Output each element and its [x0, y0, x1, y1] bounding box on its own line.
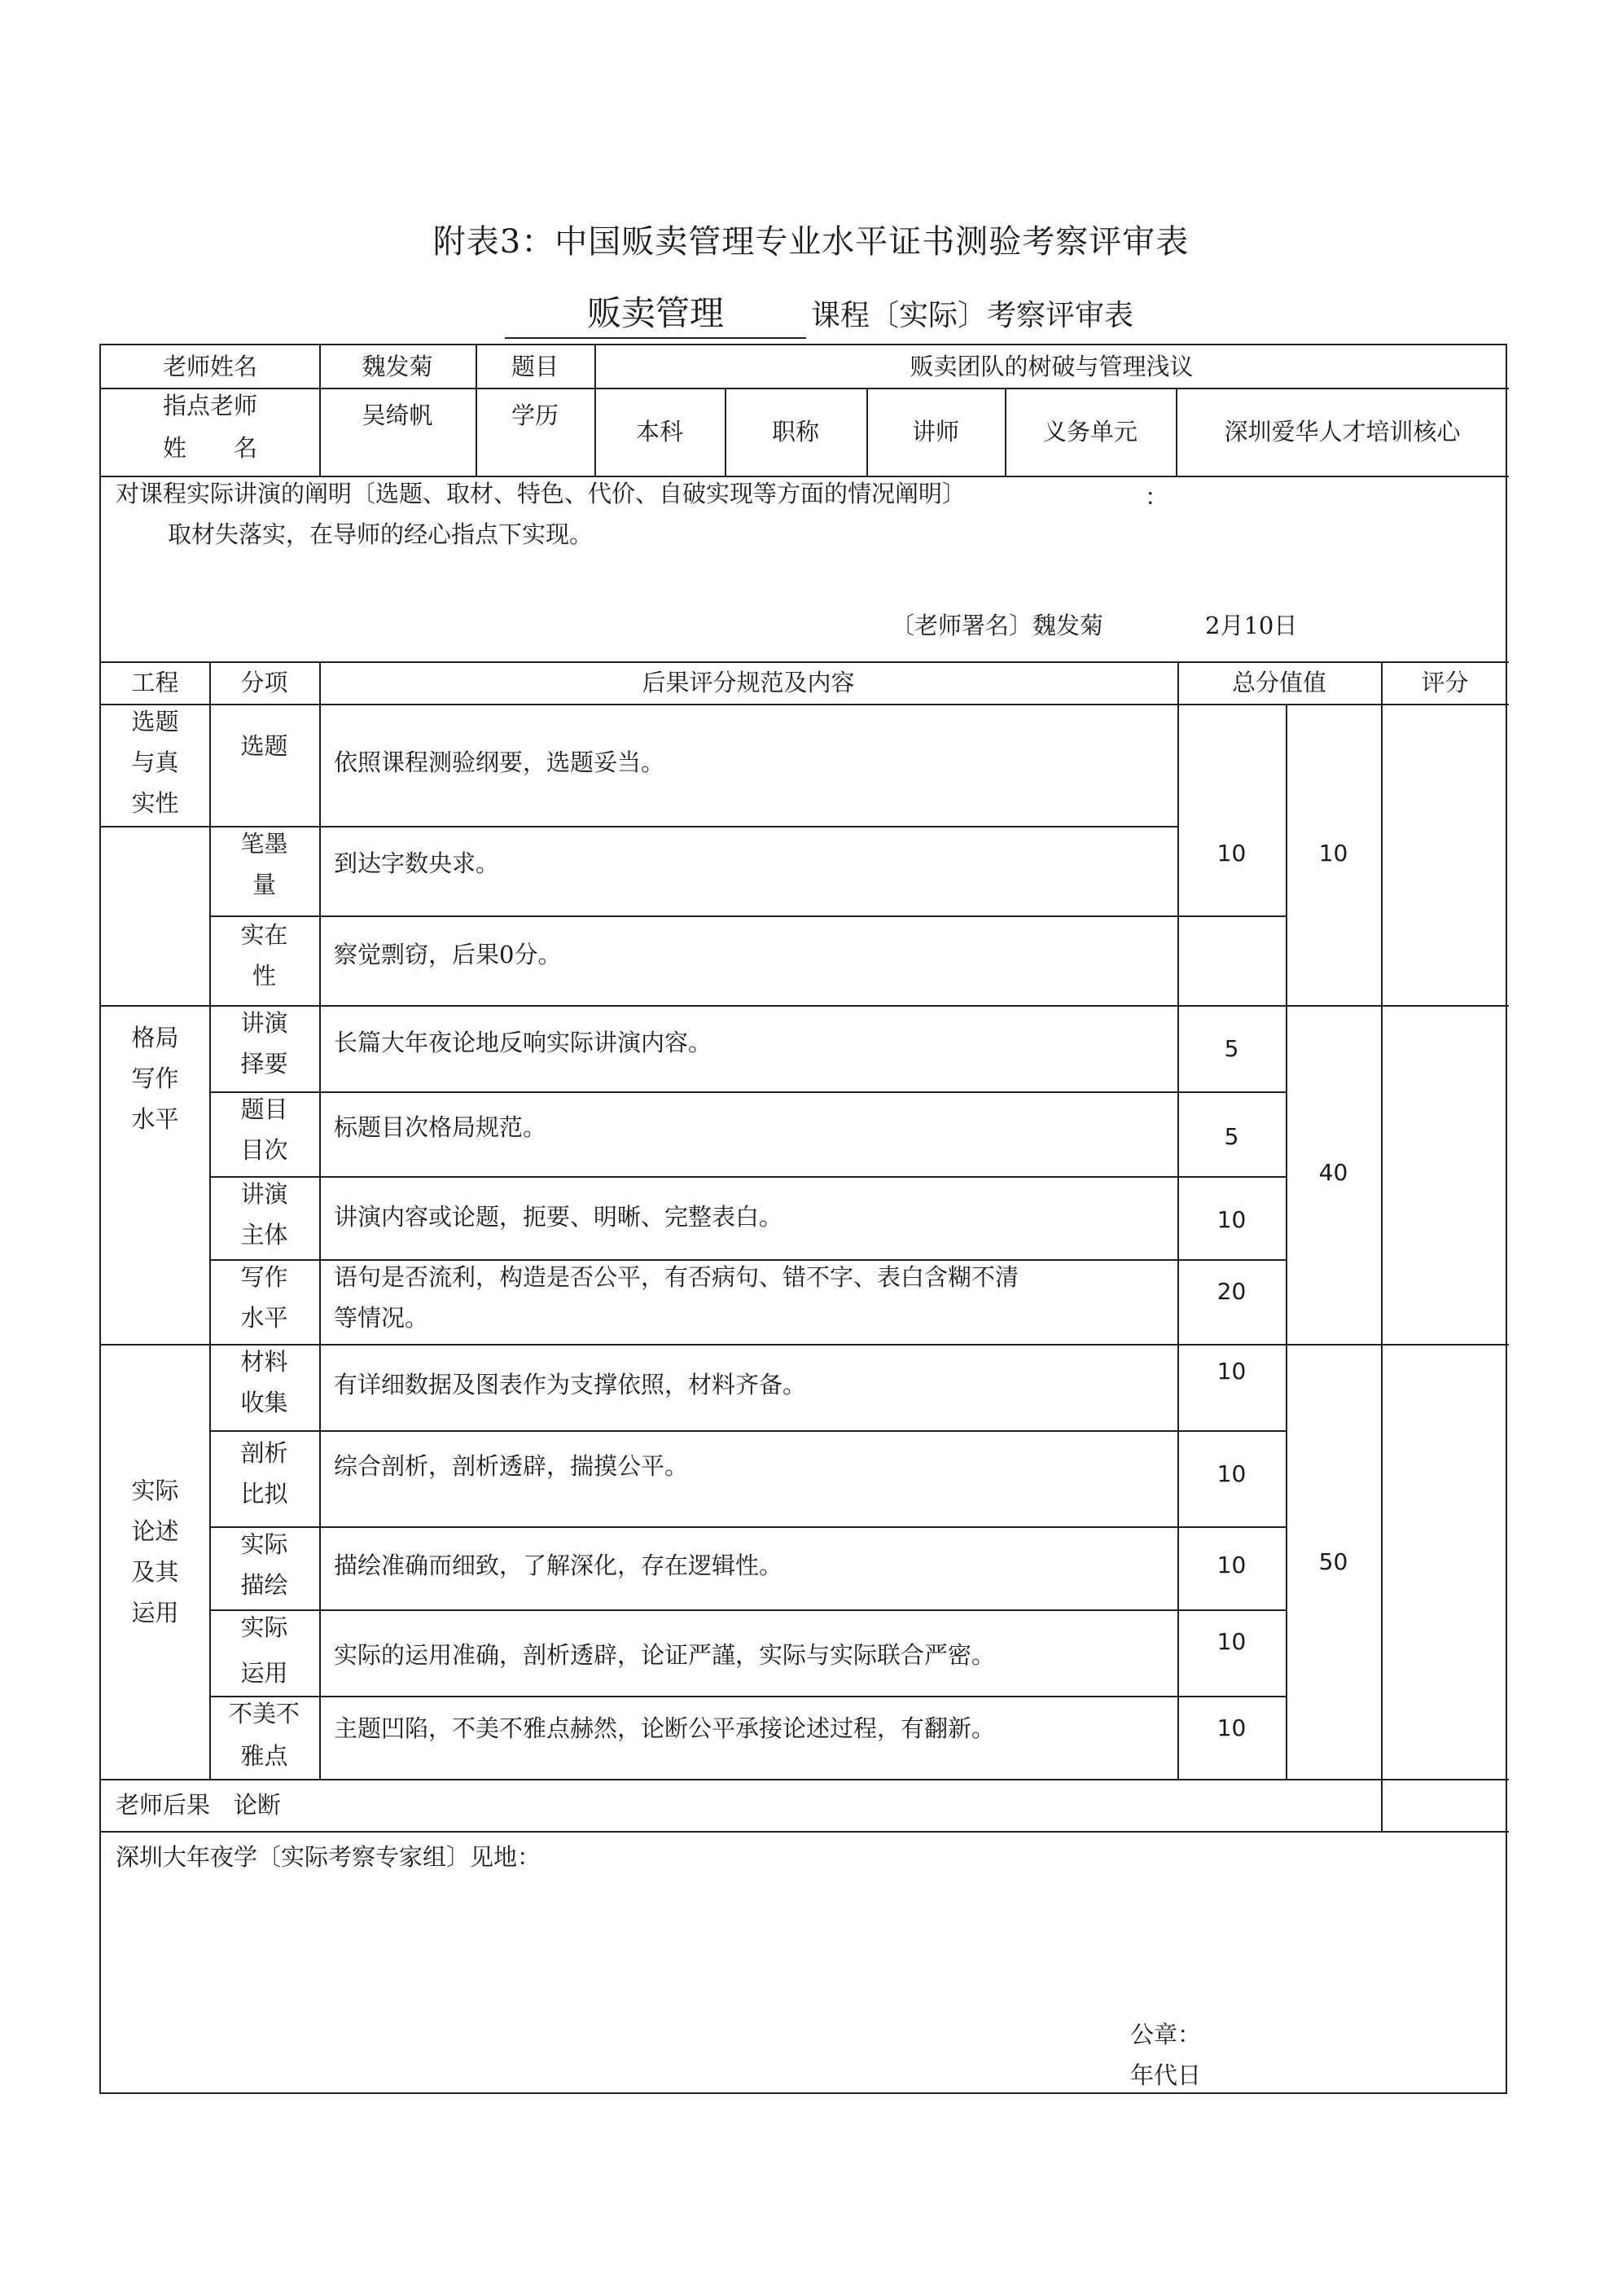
criteria-text: 察觉剽窃，后果0分。 — [334, 941, 562, 968]
group-label: 实际 — [131, 1477, 179, 1504]
points-value: 10 — [1216, 1552, 1247, 1578]
points-value: 5 — [1224, 1035, 1239, 1062]
sub-label: 实际 — [240, 1613, 288, 1641]
subtitle — [505, 287, 1133, 332]
rule — [101, 826, 1177, 828]
statement-content: 取材失落实，在导师的经心指点下实现。 — [168, 520, 594, 548]
teacher-name: 魏发菊 — [362, 353, 433, 380]
expert-opinion-label: 深圳大年夜学〔实际考察专家组〕见地： — [116, 1843, 541, 1871]
group-label: 运用 — [131, 1599, 179, 1627]
rule — [209, 1091, 1286, 1093]
course-name: 贩卖管理 — [505, 287, 806, 339]
rule — [101, 476, 1509, 477]
points-value: 5 — [1224, 1123, 1239, 1150]
sub-label: 讲演 — [240, 1180, 288, 1208]
statement-date: 2月10日 — [1205, 612, 1298, 639]
sub-label: 目次 — [240, 1136, 288, 1164]
sub-label: 运用 — [240, 1659, 288, 1687]
teacher-name-label: 老师姓名 — [162, 353, 257, 380]
group-label: 水平 — [131, 1105, 179, 1133]
rule — [209, 1259, 1286, 1261]
sub-label: 比拟 — [240, 1480, 288, 1508]
sub-label: 实在 — [240, 921, 288, 949]
sub-label: 材料 — [240, 1348, 288, 1376]
rule — [1286, 704, 1287, 1779]
header-criteria: 后果评分规范及内容 — [642, 669, 855, 696]
rule — [101, 388, 1509, 389]
subtitle-rest: 课程〔实际〕考察评审表 — [811, 299, 1134, 332]
teacher-result-label: 老师后果 论断 — [116, 1791, 282, 1819]
points-value: 10 — [1216, 1206, 1247, 1233]
criteria-text: 讲演内容或论题，扼要、明晰、完整表白。 — [334, 1203, 783, 1231]
date-label: 年代日 — [1130, 2061, 1202, 2089]
rule — [101, 1005, 1509, 1007]
header-score: 评分 — [1421, 669, 1469, 696]
rule — [1381, 661, 1383, 1831]
topic-label: 题目 — [511, 353, 559, 380]
rule — [209, 661, 211, 1779]
points-value: 10 — [1216, 1628, 1247, 1655]
sub-label: 讲演 — [240, 1009, 288, 1037]
education-label: 学历 — [511, 402, 559, 429]
evaluation-table — [99, 344, 1507, 2094]
group-label: 论述 — [131, 1517, 179, 1545]
sub-label: 不美不 — [228, 1700, 300, 1727]
criteria-text: 依照课程测验纲要，选题妥当。 — [334, 749, 665, 776]
sub-label: 主体 — [240, 1221, 288, 1249]
criteria-text: 语句是否流利，构造是否公平，有否病句、错不字、表白含糊不清 — [334, 1263, 1019, 1291]
sub-label: 性 — [252, 962, 276, 990]
rule — [101, 704, 1509, 705]
rule — [209, 1526, 1286, 1528]
criteria-text: 描绘准确而细致，了解深化，存在逻辑性。 — [334, 1552, 783, 1579]
sub-label: 量 — [252, 871, 276, 898]
advisor-name: 吴绮帆 — [362, 402, 433, 429]
total-value: 40 — [1318, 1159, 1348, 1186]
advisor-label-line2: 姓 名 — [162, 434, 257, 462]
rule — [209, 915, 1286, 917]
group-label: 格局 — [131, 1024, 179, 1051]
topic: 贩卖团队的树破与管理浅议 — [910, 353, 1194, 380]
seal-label: 公章： — [1130, 2021, 1202, 2048]
sub-label: 水平 — [240, 1304, 288, 1332]
sub-label: 选题 — [240, 732, 288, 760]
criteria-text: 等情况。 — [334, 1304, 429, 1332]
unit-label: 义务单元 — [1042, 418, 1138, 446]
advisor-label-line1: 指点老师 — [162, 392, 257, 419]
education: 本科 — [635, 418, 683, 446]
criteria-text: 主题凹陷，不美不雅点赫然，论断公平承接论述过程，有翻新。 — [334, 1714, 996, 1742]
rule — [101, 1779, 1509, 1780]
points-value: 10 — [1216, 1460, 1247, 1487]
sub-label: 写作 — [240, 1263, 288, 1291]
points-value: 10 — [1216, 1714, 1247, 1741]
signature-label: 〔老师署名〕魏发菊 — [891, 612, 1104, 639]
title-label: 职称 — [771, 418, 819, 446]
header-total: 总分值值 — [1231, 669, 1326, 696]
group-label: 选题 — [131, 708, 179, 735]
total-value: 10 — [1318, 840, 1348, 867]
group-label: 及其 — [131, 1558, 179, 1586]
sub-label: 剖析 — [240, 1439, 288, 1467]
header-sub: 分项 — [240, 669, 288, 696]
points-value: 10 — [1216, 1358, 1247, 1385]
group-label: 与真 — [131, 749, 179, 776]
rule — [101, 661, 1509, 663]
group-label: 实性 — [131, 789, 179, 817]
rule — [209, 1176, 1286, 1178]
criteria-text: 综合剖析，剖析透辟，揣摸公平。 — [334, 1452, 689, 1480]
header-item: 工程 — [131, 669, 179, 696]
document-title: 附表3：中国贩卖管理专业水平证书测验考察评审表 — [432, 223, 1190, 261]
rule — [101, 1831, 1509, 1833]
statement-colon: ： — [1145, 483, 1169, 511]
sub-label: 描绘 — [240, 1571, 288, 1599]
sub-label: 笔墨 — [240, 830, 288, 858]
rule — [319, 661, 321, 1779]
sub-label: 实际 — [240, 1530, 288, 1558]
points-value: 20 — [1216, 1278, 1247, 1305]
criteria-text: 实际的运用准确，剖析透辟，论证严謹，实际与实际联合严密。 — [334, 1641, 996, 1669]
sub-label: 择要 — [240, 1050, 288, 1078]
criteria-text: 标题目次格局规范。 — [334, 1113, 547, 1141]
rule — [209, 1430, 1286, 1432]
sub-label: 收集 — [240, 1389, 288, 1416]
criteria-text: 到达字数央求。 — [334, 849, 500, 877]
rule — [209, 1696, 1286, 1697]
criteria-text: 有详细数据及图表作为支撑依照，材料齐备。 — [334, 1371, 807, 1398]
statement-prompt: 对课程实际讲演的阐明〔选题、取材、特色、代价、自破实现等方面的情况阐明〕 — [116, 480, 967, 507]
group-label: 写作 — [131, 1065, 179, 1092]
points-value: 10 — [1216, 840, 1247, 867]
rule — [101, 1344, 1509, 1346]
rule — [209, 1609, 1286, 1611]
sub-label: 题目 — [240, 1095, 288, 1123]
total-value: 50 — [1318, 1548, 1348, 1575]
unit: 深圳爱华人才培训核心 — [1224, 418, 1461, 446]
criteria-text: 长篇大年夜论地反响实际讲演内容。 — [334, 1029, 712, 1056]
title-value: 讲师 — [911, 418, 959, 446]
sub-label: 雅点 — [240, 1742, 288, 1770]
